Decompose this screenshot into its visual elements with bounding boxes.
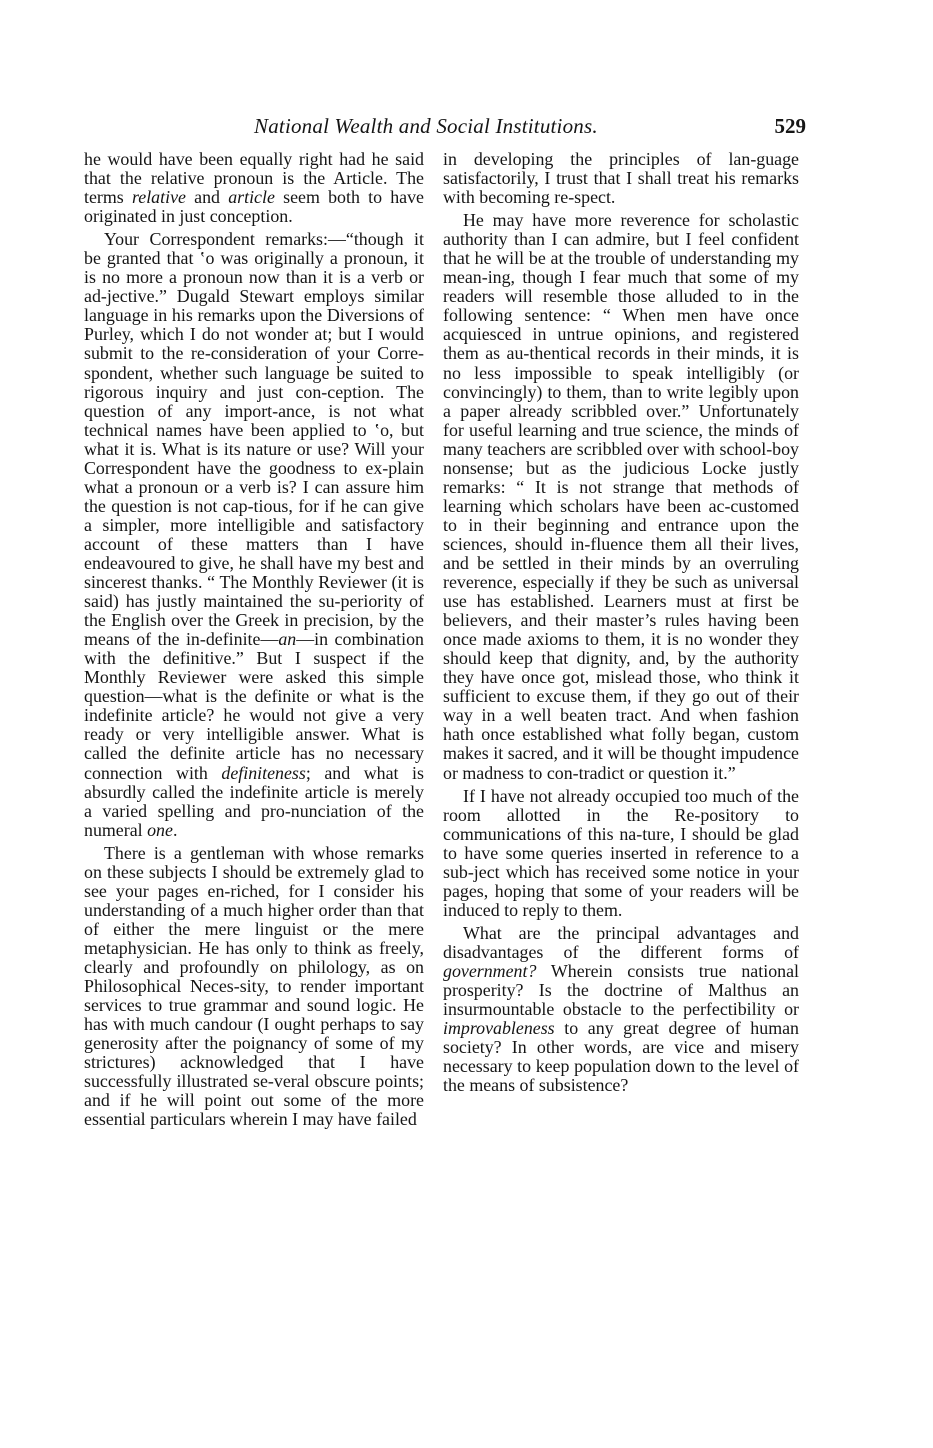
text-run: he would have been equally right had he said that the relative pronoun is the Article. The terms bbox=[84, 149, 424, 208]
paragraph bbox=[84, 230, 424, 840]
running-title: National Wealth and Social Institutions. bbox=[254, 114, 598, 138]
italic-text: relative bbox=[131, 187, 186, 208]
text-run: seem both to have originated in just conception. bbox=[84, 187, 424, 227]
text-run: If I have not already occupied too much of the room allotted in the Re-pository to communications of this na-ture, I should be glad to have some queries inserted in reference to a sub-ject which has received some notice in your pages, hoping that some of your readers will be induced to reply to them. bbox=[443, 785, 799, 920]
italic-text: government? bbox=[443, 960, 537, 981]
page-number: 529 bbox=[774, 114, 806, 138]
text-run: —in combination with the definitive.” But I suspect if the Monthly Reviewer were asked this simple question—what is the definite or what is the indefinite article? he would not give a very ready or very intelligible answer. What is called the definite article has no necessary connection with bbox=[84, 629, 424, 783]
text-run: . bbox=[172, 819, 178, 840]
italic-text: an bbox=[278, 629, 297, 650]
paragraph bbox=[84, 150, 424, 226]
page-header bbox=[84, 114, 804, 142]
text-run: Your Correspondent remarks:—“though it be granted that ‛o was originally a pronoun, it is no more a pronoun now than it is a verb or ad-jective.” Dugald Stewart employs similar language in his remarks upon the Diversions of Purley, which I do not wonder at; but I would submit to the re-consideration of your Corre-spondent, whether such language be suited to rigorous inquiry and just con-ception. The question of any import-ance, is not what technical names have been applied to ‛o, but what it is. What is its nature or use? Will your Correspondent have the goodness to ex-plain what a pronoun or a verb is? I can assure him the question is not cap-tious, for if he can give a simpler, more intelligible and satisfactory account of these matters than I have endeavoured to give, he shall have my best and sincerest thanks. “ The Monthly Reviewer (it is said) has justly maintained the su-periority of the English over the Greek in precision, by the means of the in-definite— bbox=[84, 229, 424, 650]
paragraph bbox=[84, 844, 424, 1130]
italic-text: improvableness bbox=[443, 1018, 555, 1039]
text-run: in developing the principles of lan-guage satisfactorily, I trust that I shall treat his remarks with becoming re-spect. bbox=[443, 149, 799, 208]
right-column bbox=[443, 150, 799, 1095]
text-run: and bbox=[185, 187, 229, 208]
text-run: He may have more reverence for scholastic authority than I can admire, but I feel confident that he will be at the trouble of understanding my mean-ing, though I fear much that some of my readers will resemble those alluded to in the following sentence: “ When men have once acquiesced in untrue opinions, and registered them as au-thentical records in their minds, it is no less impossible to speak intelligibly (or convincingly) to them, than to write legibly upon a paper already scribbled over.” Unfortunately for useful learning and true science, the minds of many teachers are scribbled over with school-boy nonsense; but as the judicious Locke justly remarks: “ It is not strange that methods of learning which scholars have been ac-customed to in their beginning and entrance upon the sciences, should in-fluence them all their lives, and be settled in their minds by an overruling reverence, especially if they be such as universal use has established. Learners must at first be believers, and their master’s rules having been once made axioms to them, it is no wonder they should keep that dignity, and, by the authority they have once got, mislead those, who think it sufficient to excuse them, if they go out of their way in a well beaten tract. And when fashion hath once established what folly began, custom makes it sacred, and it will be thought impudence or madness to con-tradict or question it.” bbox=[443, 210, 799, 783]
text-run: Wherein consists true national prosperity? Is the doctrine of Malthus an insurmountable obstacle to the perfectibility or bbox=[443, 960, 799, 1020]
italic-text: one bbox=[147, 819, 173, 840]
paragraph bbox=[443, 150, 799, 207]
italic-text: article bbox=[228, 187, 275, 208]
paragraph bbox=[443, 924, 799, 1095]
left-column bbox=[84, 150, 424, 1129]
text-run: ; and what is absurdly called the indefinite article is merely a varied spelling and pro-nunciation of the numeral bbox=[84, 762, 424, 840]
text-run: There is a gentleman with whose remarks on these subjects I should be extremely glad to see your pages en-riched, for I consider his understanding of a much higher order than that of either the mere linguist or the mere metaphysician. He has only to think as freely, clearly and profoundly on philology, as on Philosophical Neces-sity, to render important services to true grammar and sound logic. He has with much candour (I ought perhaps to say generosity after the poignancy of some of my strictures) acknowledged that I have successfully illustrated se-veral obscure points; and if he will point out some of the more essential particulars wherein I may have failed bbox=[84, 842, 424, 1130]
text-run: to any great degree of human society? In other words, are vice and misery necessary to keep population down to the level of the means of subsistence? bbox=[443, 1018, 799, 1096]
italic-text: definiteness bbox=[221, 762, 306, 783]
text-run: What are the principal advantages and disadvantages of the different forms of bbox=[443, 922, 799, 962]
paragraph bbox=[443, 211, 799, 782]
paragraph bbox=[443, 787, 799, 920]
